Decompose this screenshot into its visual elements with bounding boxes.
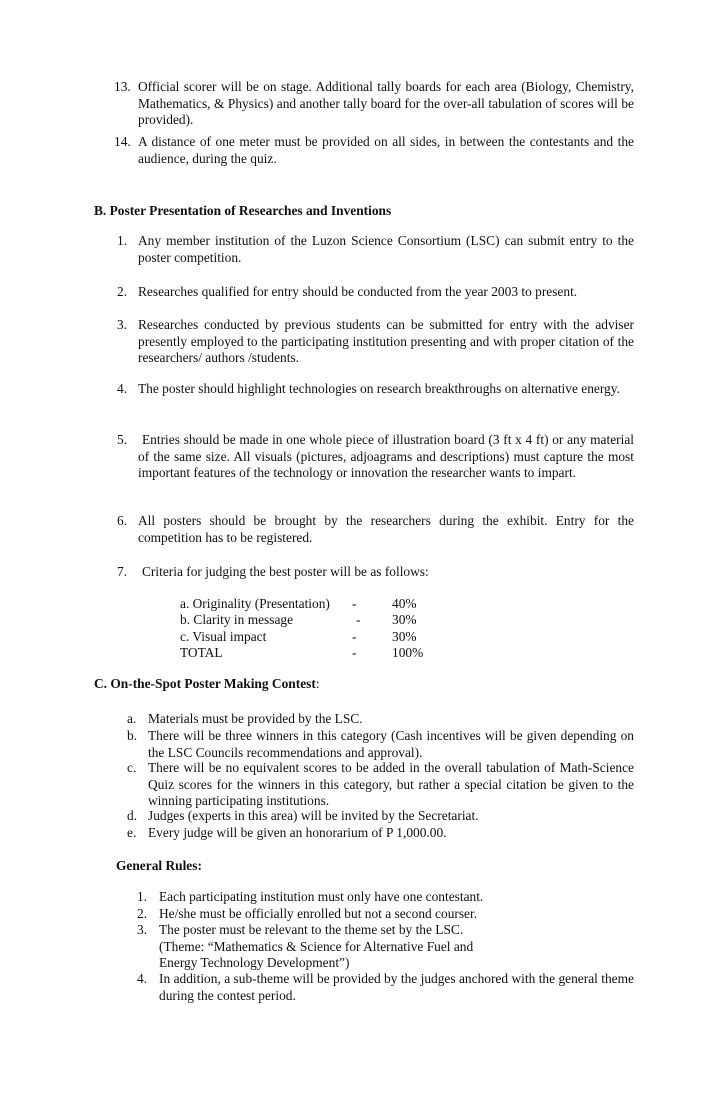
item-text: Criteria for judging the best poster will be as follows: [142, 564, 429, 579]
list-item [117, 432, 634, 482]
item-text: Each participating institution must only have one contestant. [159, 889, 484, 904]
section-c-heading-text: C. On-the-Spot Poster Making Contest [94, 676, 316, 691]
theme-line: (Theme: “Mathematics & Science for Alternative Fuel and [159, 938, 474, 954]
item-number: 5. [117, 432, 128, 447]
list-item [117, 381, 634, 398]
list-item [117, 284, 634, 301]
item-text: Judges (experts in this area) will be invited by the Secretariat. [148, 808, 479, 823]
list-item [137, 889, 634, 906]
item-text-block [159, 922, 634, 972]
criteria-dash: - [352, 629, 357, 644]
item-letter: c. [127, 760, 137, 775]
criteria-dash: - [352, 645, 357, 660]
item-text: Entries should be made in one whole piece of illustration board (3 ft x 4 ft) or any material of the same size. All visuals (pictures, adjoagrams and descriptions) must capture the most important features of the technology or innovation the researcher wants to impart. [138, 432, 634, 481]
item-letter: a. [127, 711, 137, 726]
item-text: He/she must be officially enrolled but not a second courser. [159, 906, 478, 921]
criteria-label: a. Originality (Presentation) [180, 596, 330, 611]
item-number: 7. [117, 564, 128, 579]
item-text: The poster must be relevant to the theme set by the LSC. [159, 922, 464, 937]
criteria-row [180, 645, 480, 662]
item-text: Any member institution of the Luzon Science Consortium (LSC) can submit entry to the poster competition. [138, 233, 634, 265]
item-text: Materials must be provided by the LSC. [148, 711, 363, 726]
item-text: A distance of one meter must be provided on all sides, in between the contestants and the audience, during the quiz. [138, 134, 634, 166]
list-item [117, 317, 634, 367]
item-number: 1. [117, 233, 128, 248]
criteria-value: 40% [392, 596, 417, 611]
item-text: There will be no equivalent scores to be added in the overall tabulation of Math-Science Quiz scores for the winners in this category, but rather a special citation be given to the winning participating institutions. [148, 760, 634, 809]
item-number: 1. [137, 889, 148, 904]
item-text: There will be three winners in this category (Cash incentives will be given depending on the LSC Councils recommendations and approval). [148, 728, 634, 760]
criteria-value: 30% [392, 612, 417, 627]
list-item [117, 513, 634, 546]
item-letter: e. [127, 825, 137, 840]
section-b-heading: B. Poster Presentation of Researches and Inventions [94, 203, 392, 218]
item-number: 3. [137, 922, 148, 937]
item-text: The poster should highlight technologies on research breakthroughs on alternative energy. [138, 381, 620, 396]
section-c-heading-colon: : [315, 676, 320, 691]
criteria-label: TOTAL [180, 645, 223, 660]
list-item [114, 134, 634, 167]
criteria-row [180, 612, 480, 629]
item-text: Official scorer will be on stage. Additional tally boards for each area (Biology, Chemistry, Mathematics, & Physics) and another tally board for the over-all tabulation of scores will be provided). [138, 79, 634, 128]
list-item [117, 233, 634, 266]
item-text: All posters should be brought by the researchers during the exhibit. Entry for the competition has to be registered. [138, 513, 634, 545]
list-item [137, 971, 634, 1004]
criteria-value: 30% [392, 629, 417, 644]
list-item [127, 728, 634, 761]
criteria-dash: - [356, 612, 361, 627]
item-number: 13. [114, 79, 131, 94]
item-text: Researches qualified for entry should be conducted from the year 2003 to present. [138, 284, 578, 299]
list-item [127, 825, 634, 842]
item-number: 4. [137, 971, 148, 986]
item-number: 2. [137, 906, 148, 921]
item-letter: d. [127, 808, 138, 823]
item-number: 14. [114, 134, 131, 149]
item-text: Researches conducted by previous students can be submitted for entry with the adviser presently employed to the participating institution presenting and with proper citation of the researchers/ authors /students. [138, 317, 634, 366]
list-item [137, 906, 634, 923]
section-c-heading [94, 676, 320, 693]
list-item [127, 711, 634, 728]
criteria-label: b. Clarity in message [180, 612, 294, 627]
item-number: 6. [117, 513, 128, 528]
theme-line: Energy Technology Development”) [159, 955, 350, 971]
item-number: 4. [117, 381, 128, 396]
item-number: 3. [117, 317, 128, 332]
criteria-label: c. Visual impact [180, 629, 267, 644]
item-text: In addition, a sub-theme will be provided by the judges anchored with the general theme during the contest period. [159, 971, 634, 1003]
criteria-dash: - [352, 596, 357, 611]
criteria-row [180, 596, 480, 613]
list-item [114, 79, 634, 129]
item-number: 2. [117, 284, 128, 299]
list-item [137, 922, 634, 972]
list-item [127, 808, 634, 825]
criteria-value: 100% [392, 645, 424, 660]
list-item [127, 760, 634, 810]
item-text: Every judge will be given an honorarium of P 1,000.00. [148, 825, 447, 840]
list-item [117, 564, 634, 581]
criteria-row [180, 629, 480, 646]
general-rules-heading: General Rules: [116, 858, 202, 873]
item-letter: b. [127, 728, 138, 743]
